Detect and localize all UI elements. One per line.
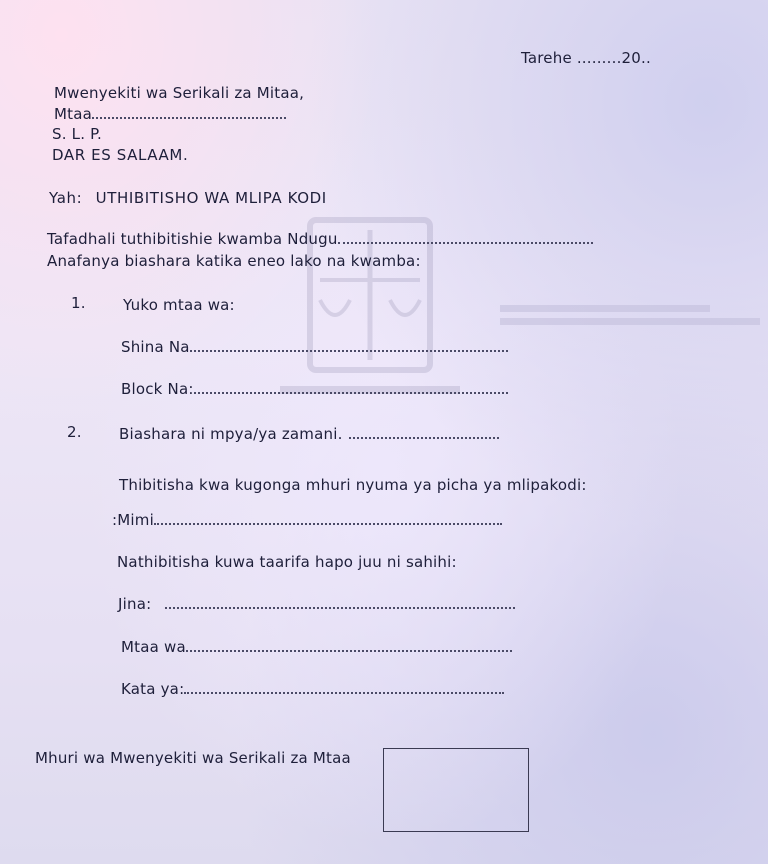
mimi-line	[112, 511, 502, 529]
jina-line	[118, 595, 515, 613]
decorative-band	[500, 318, 760, 325]
mtaa-wa-blank[interactable]	[186, 649, 512, 652]
address-line-3: S. L. P.	[52, 125, 103, 143]
date-label: Tarehe	[521, 49, 572, 67]
jina-blank[interactable]	[165, 606, 515, 609]
kata-line	[121, 680, 504, 698]
address-mtaa-blank[interactable]	[92, 116, 286, 119]
subject-label: Yah:	[49, 189, 83, 207]
item-1-number: 1.	[71, 294, 86, 312]
shina-blank[interactable]	[190, 349, 508, 352]
correct-statement: Nathibitisha kuwa taarifa hapo juu ni sahihi:	[117, 553, 457, 571]
date-line	[521, 49, 651, 67]
block-label: Block Na:	[121, 380, 194, 398]
intro-text: Tafadhali tuthibitishie kwamba Ndugu	[47, 230, 338, 248]
jina-label: Jina:	[118, 595, 152, 613]
address-line-4: DAR ES SALAAM.	[52, 146, 189, 164]
mtaa-wa-line	[121, 638, 512, 656]
address-mtaa-line	[54, 105, 286, 123]
block-line	[121, 380, 508, 398]
item-2-number: 2.	[67, 423, 82, 441]
mtaa-wa-label: Mtaa wa	[121, 638, 186, 656]
address-line-1: Mwenyekiti wa Serikali za Mitaa,	[54, 84, 305, 102]
stamp-box[interactable]	[383, 748, 529, 832]
kata-label: Kata ya:	[121, 680, 185, 698]
date-fill: .........20..	[576, 49, 651, 67]
intro-line-2: Anafanya biashara katika eneo lako na kwamba:	[47, 252, 421, 270]
mimi-blank[interactable]	[154, 522, 502, 525]
photo-instruction: Thibitisha kwa kugonga mhuri nyuma ya picha ya mlipakodi:	[119, 476, 587, 494]
stamp-label: Mhuri wa Mwenyekiti wa Serikali za Mtaa	[35, 749, 351, 767]
item-2-text: Biashara ni mpya/ya zamani.	[119, 425, 343, 443]
mimi-label: :Mimi	[112, 511, 154, 529]
subject-line	[49, 189, 327, 207]
address-mtaa-label: Mtaa	[54, 105, 93, 123]
intro-line-1	[47, 230, 593, 248]
block-blank[interactable]	[194, 391, 508, 394]
subject-text: UTHIBITISHO WA MLIPA KODI	[95, 189, 327, 207]
ndugu-blank[interactable]	[338, 241, 593, 244]
item-2-blank[interactable]	[349, 436, 499, 439]
decorative-band	[500, 305, 710, 312]
item-1-text: Yuko mtaa wa:	[123, 296, 235, 314]
shina-line	[121, 338, 508, 356]
kata-blank[interactable]	[184, 691, 504, 694]
shina-label: Shina Na	[121, 338, 190, 356]
item-2-line	[119, 425, 499, 443]
